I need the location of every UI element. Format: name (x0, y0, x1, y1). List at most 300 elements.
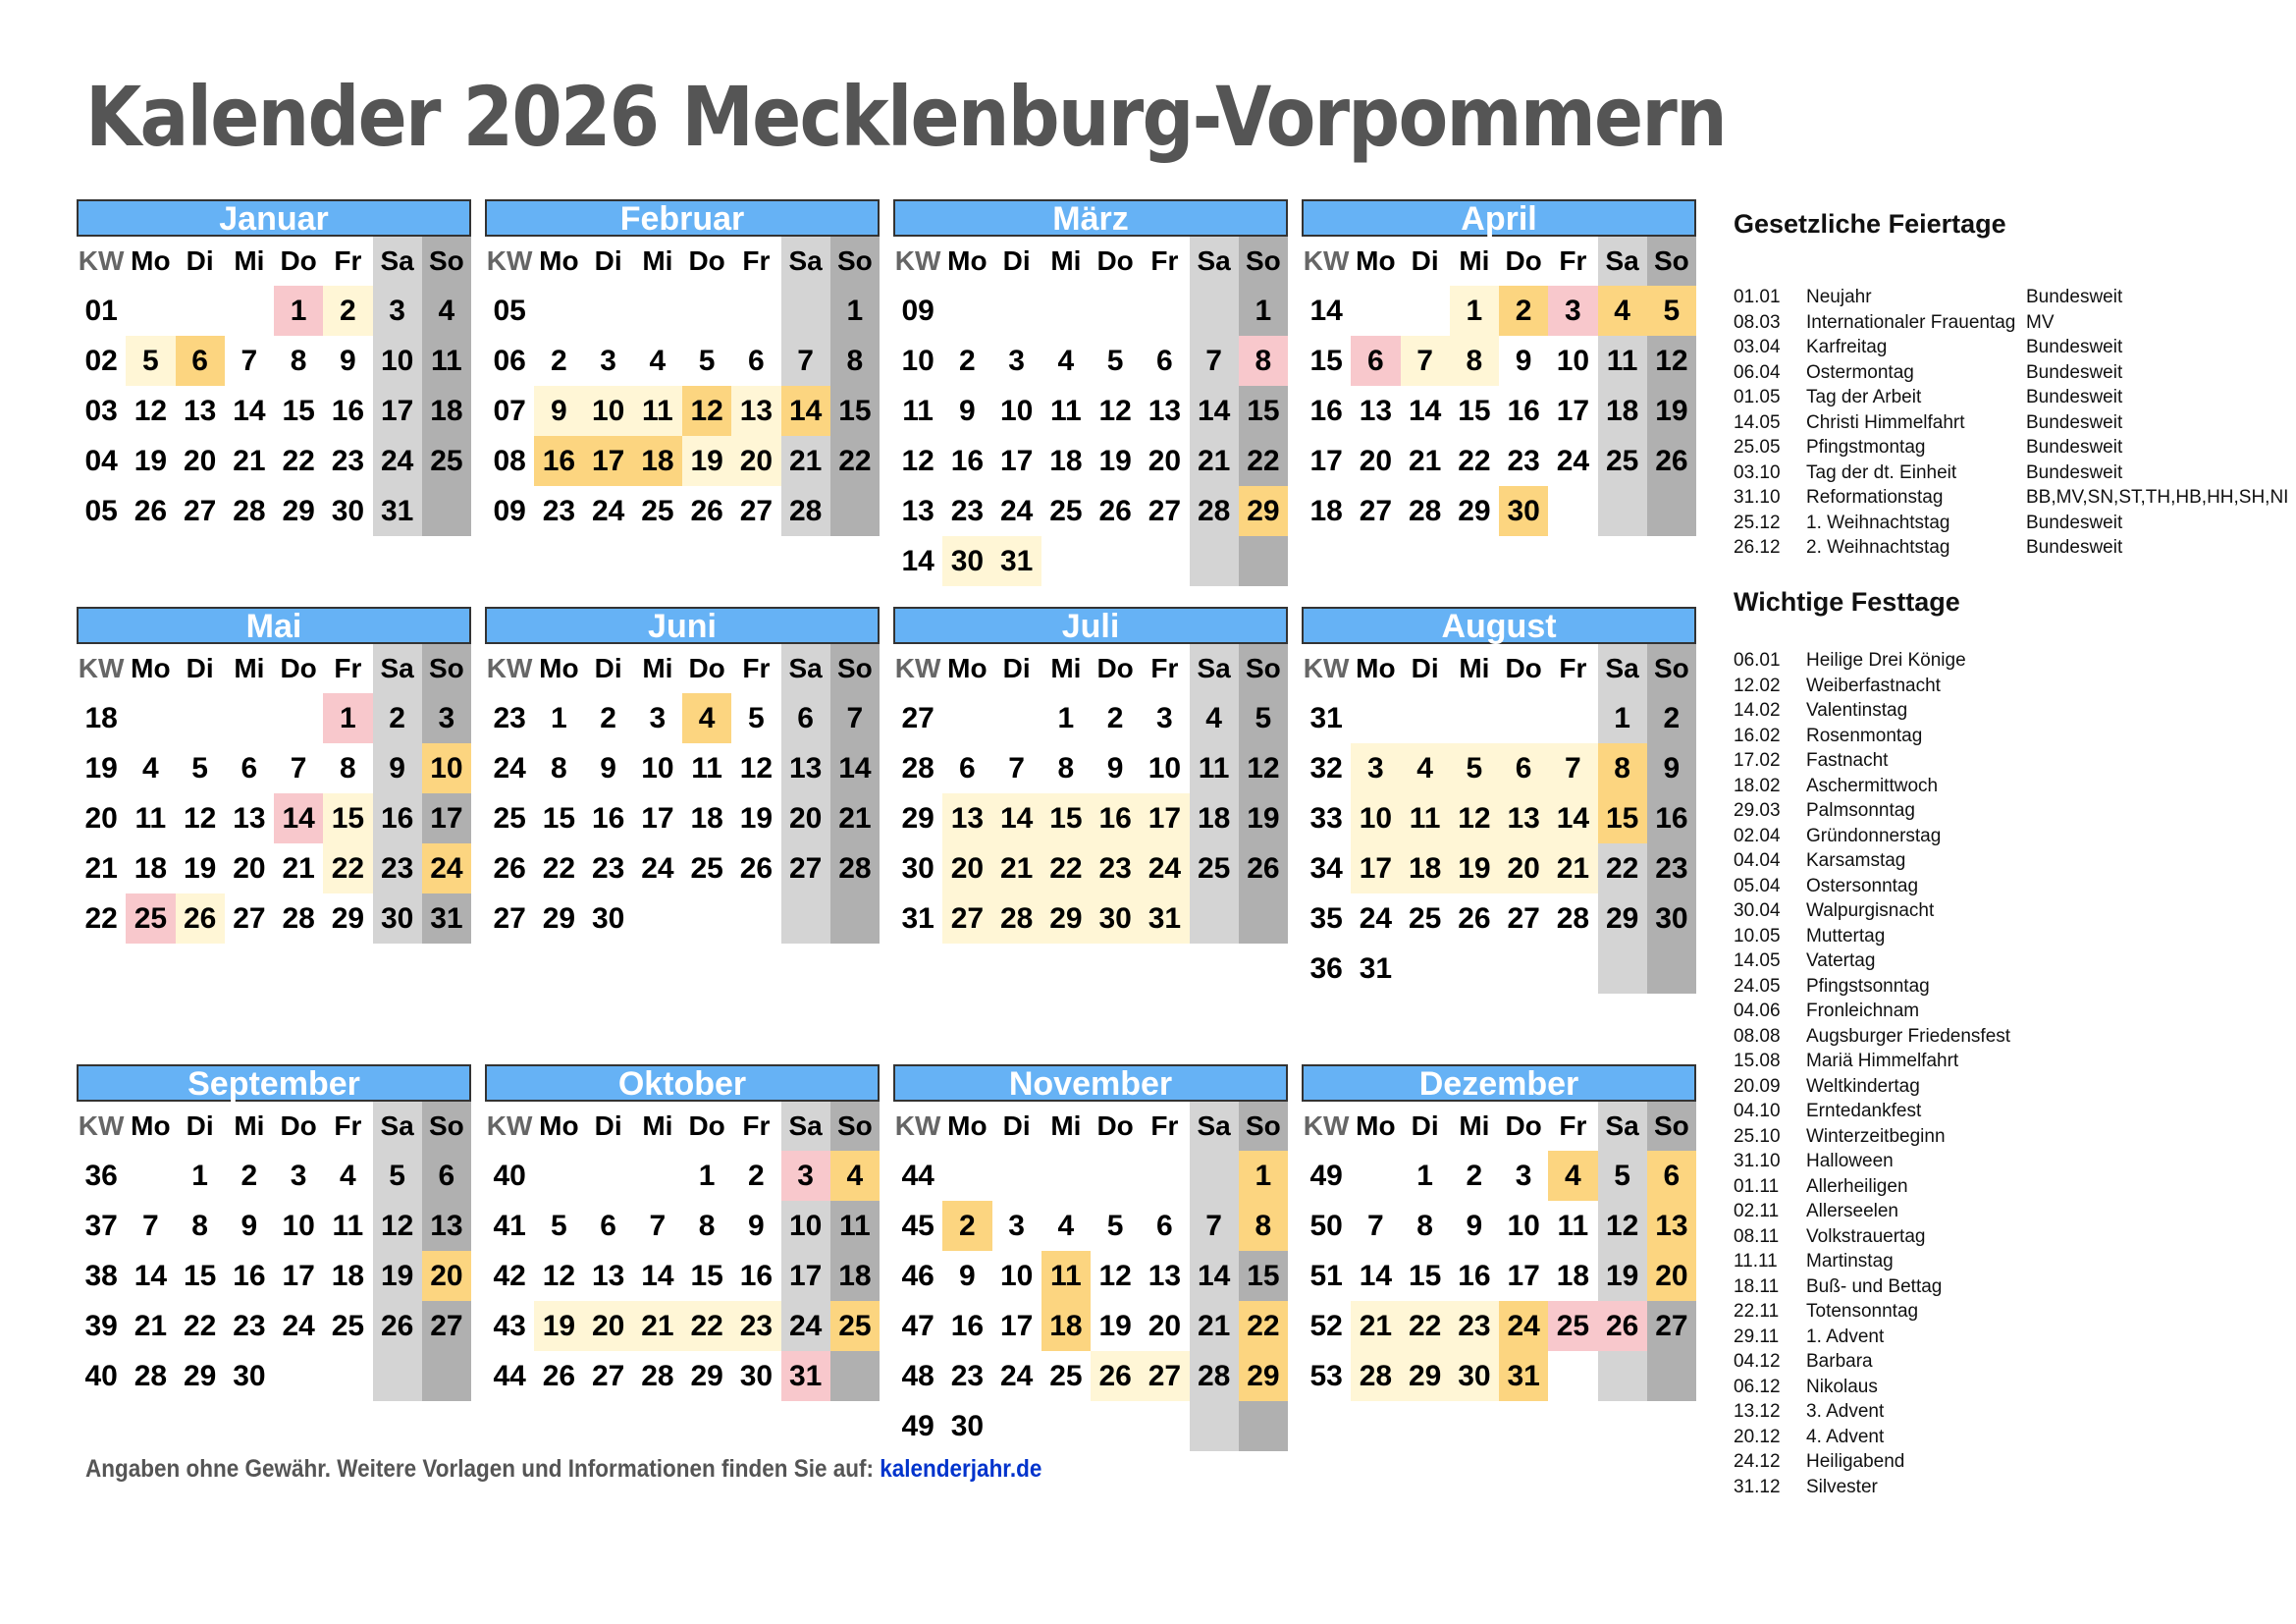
holiday-scope: Bundesweit (2026, 337, 2123, 357)
day-cell: 7 (1190, 1201, 1239, 1251)
week-row (893, 1351, 1288, 1401)
day-cell: 7 (1190, 336, 1239, 386)
day-cell: 2 (959, 344, 976, 377)
holiday-name: Internationaler Frauentag (1806, 311, 2016, 333)
weekday-header: Sa (781, 237, 830, 286)
month-märz (893, 199, 1288, 586)
day-cell: 23 (331, 444, 365, 477)
week-row (485, 1351, 880, 1401)
empty-cell (992, 286, 1041, 336)
day-cell: 7 (649, 1209, 667, 1242)
day-cell: 22 (682, 1301, 731, 1351)
festday-row (1734, 1301, 2296, 1326)
day-cell: 14 (992, 793, 1041, 843)
holiday-name: Tag der dt. Einheit (1806, 461, 1957, 483)
day-cell: 14 (830, 743, 880, 793)
day-cell: 2 (1106, 701, 1124, 734)
day-cell: 31 (992, 536, 1041, 586)
weekday-header: Sa (373, 237, 422, 286)
week-row (485, 793, 880, 843)
empty-cell (1548, 693, 1597, 743)
holiday-date: 06.04 (1734, 361, 1781, 383)
day-cell: 6 (240, 751, 258, 785)
holiday-scope: Bundesweit (2026, 287, 2123, 307)
day-cell: 1 (1450, 286, 1499, 336)
day-cell: 2 (942, 1201, 991, 1251)
day-cell: 11 (830, 1201, 880, 1251)
day-cell: 17 (584, 436, 633, 486)
day-cell: 18 (1190, 793, 1239, 843)
day-cell: 16 (591, 801, 625, 835)
festday-name: Palmsonntag (1806, 800, 1915, 821)
empty-cell (1450, 693, 1499, 743)
day-cell: 19 (739, 801, 774, 835)
day-cell: 9 (1106, 751, 1124, 785)
footer-note (85, 1455, 1041, 1484)
festday-date: 04.12 (1734, 1351, 1781, 1372)
week-row (77, 1301, 471, 1351)
weekday-header: Mi (234, 1110, 265, 1141)
empty-cell (1598, 944, 1647, 994)
weekday-header: Do (1505, 245, 1542, 276)
empty-cell (373, 1351, 422, 1401)
week-number: 03 (84, 394, 118, 427)
week-row (893, 1201, 1288, 1251)
weekday-header: Mi (642, 245, 673, 276)
day-cell: 1 (1416, 1159, 1433, 1192)
festday-row (1734, 1276, 2296, 1302)
holiday-name: Ostermontag (1806, 361, 1914, 383)
holiday-date: 08.03 (1734, 311, 1781, 333)
weekday-header: So (1239, 644, 1288, 693)
month-title: Januar (77, 199, 471, 237)
month-dezember (1302, 1064, 1696, 1401)
day-cell: 28 (133, 1359, 168, 1392)
day-cell: 26 (1647, 436, 1696, 486)
day-cell: 24 (999, 1359, 1034, 1392)
day-cell: 5 (698, 344, 716, 377)
day-cell: 29 (690, 1359, 723, 1392)
weekday-header: So (1647, 237, 1696, 286)
week-number: 16 (1309, 394, 1343, 427)
festday-row (1734, 826, 2296, 851)
weekday-header: Mi (642, 653, 673, 683)
weekday-header: Do (280, 1110, 317, 1141)
day-cell: 16 (739, 1259, 774, 1292)
day-cell: 14 (1548, 793, 1597, 843)
weekday-header: Mo (131, 653, 171, 683)
week-row (1302, 1201, 1696, 1251)
day-cell: 15 (1041, 793, 1091, 843)
day-cell: 7 (781, 336, 830, 386)
empty-cell (1190, 1401, 1239, 1451)
day-cell: 31 (1359, 951, 1393, 985)
day-cell: 9 (959, 394, 976, 427)
month-title: November (893, 1064, 1288, 1102)
day-cell: 4 (1401, 743, 1450, 793)
weekday-header: Do (688, 653, 725, 683)
week-row (1302, 1301, 1696, 1351)
week-row (77, 743, 471, 793)
weekday-header: Do (280, 653, 317, 683)
week-row (77, 486, 471, 536)
month-januar (77, 199, 471, 536)
week-number: 46 (901, 1259, 934, 1292)
day-cell: 1 (698, 1159, 716, 1192)
holiday-name: 2. Weihnachtstag (1806, 537, 1950, 558)
day-cell: 27 (183, 494, 217, 527)
week-row (893, 336, 1288, 386)
week-number: 22 (84, 901, 118, 935)
week-number: 13 (901, 494, 934, 527)
day-cell: 17 (999, 1309, 1034, 1342)
empty-cell (830, 486, 880, 536)
week-row (1302, 1351, 1696, 1401)
festday-date: 31.12 (1734, 1476, 1781, 1497)
day-cell: 5 (1106, 344, 1124, 377)
day-cell: 17 (781, 1251, 830, 1301)
day-cell: 13 (1359, 394, 1393, 427)
day-cell: 14 (274, 793, 323, 843)
week-number: 02 (84, 344, 118, 377)
day-cell: 19 (1098, 1309, 1132, 1342)
holiday-scope: Bundesweit (2026, 512, 2123, 533)
day-cell: 13 (591, 1259, 625, 1292)
day-cell: 19 (133, 444, 168, 477)
week-row (485, 743, 880, 793)
weekday-header: Di (186, 653, 214, 683)
day-cell: 3 (1008, 344, 1025, 377)
day-cell: 12 (1098, 394, 1132, 427)
week-row (485, 386, 880, 436)
weekday-header: Do (1505, 653, 1542, 683)
weekday-header: Mo (539, 653, 579, 683)
day-cell: 17 (999, 444, 1034, 477)
festday-row (1734, 1001, 2296, 1026)
day-cell: 18 (1049, 444, 1083, 477)
day-cell: 4 (1057, 344, 1075, 377)
empty-cell (422, 1351, 471, 1401)
day-cell: 17 (1556, 394, 1590, 427)
empty-cell (1401, 286, 1450, 336)
empty-cell (225, 286, 274, 336)
day-cell: 10 (584, 386, 633, 436)
day-cell: 26 (1458, 901, 1491, 935)
week-number: 44 (901, 1159, 934, 1192)
weekday-header: Sa (373, 1102, 422, 1151)
day-cell: 28 (1190, 1351, 1239, 1401)
month-mai (77, 607, 471, 944)
festday-name: Fastnacht (1806, 750, 1889, 771)
day-cell: 12 (682, 386, 731, 436)
weekday-header: Di (1002, 1110, 1031, 1141)
week-row (1302, 1251, 1696, 1301)
holiday-scope: Bundesweit (2026, 411, 2123, 433)
day-cell: 8 (1057, 751, 1075, 785)
day-cell: 4 (1190, 693, 1239, 743)
day-cell: 2 (373, 693, 422, 743)
empty-cell (1401, 693, 1450, 743)
weekday-header: Mi (642, 1110, 673, 1141)
day-cell: 12 (183, 801, 217, 835)
weekday-header: Mo (1356, 653, 1396, 683)
day-cell: 30 (591, 901, 625, 935)
day-cell: 15 (282, 394, 315, 427)
day-cell: 13 (731, 386, 780, 436)
week-row (77, 1251, 471, 1301)
holiday-date: 25.05 (1734, 437, 1781, 458)
week-number: 17 (1309, 444, 1343, 477)
day-cell: 24 (422, 843, 471, 893)
day-cell: 25 (1408, 901, 1442, 935)
week-row (1302, 1151, 1696, 1201)
festday-name: 4. Advent (1806, 1426, 1885, 1447)
day-cell: 22 (542, 851, 576, 885)
day-cell: 19 (1647, 386, 1696, 436)
day-cell: 25 (641, 494, 674, 527)
weekday-header: So (1647, 644, 1696, 693)
day-cell: 5 (1598, 1151, 1647, 1201)
day-cell: 28 (282, 901, 315, 935)
week-row (893, 536, 1288, 586)
day-cell: 31 (422, 893, 471, 944)
holiday-date: 03.10 (1734, 461, 1781, 483)
day-cell: 21 (781, 436, 830, 486)
festday-date: 31.10 (1734, 1151, 1781, 1171)
day-cell: 19 (682, 436, 731, 486)
weekday-header: Mo (539, 1110, 579, 1141)
festday-name: Heiligabend (1806, 1451, 1905, 1472)
month-grid (485, 644, 880, 944)
empty-cell (1140, 1401, 1189, 1451)
festday-date: 13.12 (1734, 1401, 1781, 1422)
week-row (1302, 286, 1696, 336)
empty-cell (1140, 536, 1189, 586)
day-cell: 5 (126, 336, 175, 386)
festday-row (1734, 1251, 2296, 1276)
festday-date: 22.11 (1734, 1301, 1780, 1322)
day-cell: 2 (551, 344, 567, 377)
day-cell: 5 (373, 1151, 422, 1201)
empty-cell (1351, 286, 1400, 336)
festday-name: 3. Advent (1806, 1401, 1885, 1422)
weekday-header: So (422, 237, 471, 286)
day-cell: 27 (942, 893, 991, 944)
month-juni (485, 607, 880, 944)
day-cell: 18 (1041, 1301, 1091, 1351)
holidays-heading: Gesetzliche Feiertage (1734, 209, 2006, 239)
holiday-row (1734, 362, 2296, 388)
day-cell: 15 (183, 1259, 217, 1292)
holiday-row (1734, 487, 2296, 513)
empty-cell (1499, 944, 1548, 994)
empty-cell (1140, 286, 1189, 336)
week-number: 19 (84, 751, 118, 785)
day-cell: 3 (1156, 701, 1173, 734)
festday-name: Gründonnerstag (1806, 825, 1942, 846)
day-cell: 16 (950, 444, 985, 477)
week-row (77, 693, 471, 743)
day-cell: 24 (999, 494, 1034, 527)
holiday-name: Tag der Arbeit (1806, 387, 1922, 407)
empty-cell (992, 693, 1041, 743)
weekday-header: KW (78, 653, 125, 683)
day-cell: 3 (600, 344, 616, 377)
day-cell: 26 (1098, 494, 1132, 527)
empty-cell (1647, 1351, 1696, 1401)
day-cell: 6 (1156, 344, 1173, 377)
day-cell: 26 (1239, 843, 1288, 893)
festday-name: Allerseelen (1806, 1201, 1898, 1221)
day-cell: 17 (1507, 1259, 1540, 1292)
festday-date: 06.12 (1734, 1376, 1781, 1397)
day-cell: 13 (1647, 1201, 1696, 1251)
day-cell: 7 (1367, 1209, 1384, 1242)
empty-cell (1351, 693, 1400, 743)
week-number: 51 (1309, 1259, 1343, 1292)
weekday-header: Di (594, 1110, 622, 1141)
festday-name: Silvester (1806, 1476, 1878, 1497)
day-cell: 2 (1647, 693, 1696, 743)
month-august (1302, 607, 1696, 994)
day-cell: 23 (1507, 444, 1540, 477)
festday-date: 18.11 (1734, 1275, 1780, 1297)
festday-name: Martinstag (1806, 1251, 1894, 1272)
week-number: 04 (84, 444, 118, 477)
day-cell: 11 (332, 1209, 364, 1242)
festday-name: Karsamstag (1806, 850, 1906, 871)
day-cell: 18 (422, 386, 471, 436)
weekday-header: Fr (1559, 653, 1587, 683)
day-cell: 15 (1239, 386, 1288, 436)
day-cell: 4 (830, 1151, 880, 1201)
day-cell: 28 (1351, 1351, 1400, 1401)
empty-cell (126, 286, 175, 336)
day-cell: 10 (781, 1201, 830, 1251)
day-cell: 15 (1598, 793, 1647, 843)
festday-name: Mariä Himmelfahrt (1806, 1051, 1959, 1071)
holiday-row (1734, 337, 2296, 362)
holidays-list (1734, 287, 2296, 563)
day-cell: 22 (1239, 436, 1288, 486)
day-cell: 30 (373, 893, 422, 944)
week-row (77, 1151, 471, 1201)
week-row (893, 893, 1288, 944)
day-cell: 16 (373, 793, 422, 843)
festday-date: 30.04 (1734, 900, 1781, 921)
day-cell: 13 (1148, 394, 1182, 427)
day-cell: 7 (1401, 336, 1450, 386)
week-row (893, 286, 1288, 336)
day-cell: 30 (950, 1409, 985, 1442)
day-cell: 24 (1499, 1301, 1548, 1351)
day-cell: 6 (600, 1209, 616, 1242)
day-cell: 9 (1647, 743, 1696, 793)
day-cell: 3 (373, 286, 422, 336)
day-cell: 16 (233, 1259, 266, 1292)
holiday-row (1734, 312, 2296, 338)
day-cell: 21 (633, 1301, 682, 1351)
empty-cell (225, 693, 274, 743)
empty-cell (1598, 486, 1647, 536)
day-cell: 20 (422, 1251, 471, 1301)
festday-name: Erntedankfest (1806, 1101, 1922, 1121)
week-row (77, 436, 471, 486)
empty-cell (942, 286, 991, 336)
day-cell: 6 (1647, 1151, 1696, 1201)
week-number: 12 (901, 444, 934, 477)
day-cell: 14 (641, 1259, 674, 1292)
month-grid (1302, 237, 1696, 536)
day-cell: 4 (682, 693, 731, 743)
weekday-header: Sa (373, 644, 422, 693)
day-cell: 20 (233, 851, 266, 885)
day-cell: 29 (542, 901, 576, 935)
day-cell: 17 (422, 793, 471, 843)
festday-name: Heilige Drei Könige (1806, 650, 1966, 671)
day-cell: 9 (1466, 1209, 1483, 1242)
day-cell: 18 (1401, 843, 1450, 893)
festday-name: Nikolaus (1806, 1376, 1878, 1397)
day-cell: 10 (282, 1209, 315, 1242)
month-grid (77, 237, 471, 536)
day-cell: 8 (1450, 336, 1499, 386)
empty-cell (633, 893, 682, 944)
week-row (893, 693, 1288, 743)
week-number: 31 (901, 901, 934, 935)
day-cell: 25 (830, 1301, 880, 1351)
week-number: 49 (901, 1409, 934, 1442)
weekday-header: KW (1303, 245, 1350, 276)
weekday-header: Fr (742, 1110, 771, 1141)
holiday-name: Pfingstmontag (1806, 437, 1926, 458)
day-cell: 22 (1041, 843, 1091, 893)
week-row (893, 386, 1288, 436)
festday-date: 15.08 (1734, 1051, 1781, 1071)
week-number: 47 (901, 1309, 934, 1342)
day-cell: 27 (1359, 494, 1393, 527)
week-number: 18 (1309, 494, 1343, 527)
empty-cell (274, 693, 323, 743)
day-cell: 20 (1647, 1251, 1696, 1301)
week-number: 40 (84, 1359, 118, 1392)
day-cell: 5 (748, 701, 765, 734)
day-cell: 17 (1351, 843, 1400, 893)
day-cell: 30 (1091, 893, 1140, 944)
footer-link[interactable]: kalenderjahr.de (880, 1455, 1042, 1483)
day-cell: 29 (1239, 486, 1288, 536)
festday-name: Weltkindertag (1806, 1075, 1920, 1097)
week-row (77, 1201, 471, 1251)
month-title: August (1302, 607, 1696, 644)
month-title: Februar (485, 199, 880, 237)
day-cell: 4 (1057, 1209, 1075, 1242)
day-cell: 6 (781, 693, 830, 743)
day-cell: 7 (142, 1209, 159, 1242)
weekday-header: Fr (1559, 245, 1587, 276)
day-cell: 1 (1239, 286, 1288, 336)
week-number: 05 (493, 294, 526, 327)
empty-cell (1190, 1151, 1239, 1201)
weekday-header: Sa (1598, 237, 1647, 286)
day-cell: 12 (1450, 793, 1499, 843)
day-cell: 4 (340, 1159, 356, 1192)
day-cell: 3 (1548, 286, 1597, 336)
week-row (485, 1201, 880, 1251)
festday-name: Aschermittwoch (1806, 775, 1939, 796)
day-cell: 3 (422, 693, 471, 743)
day-cell: 4 (422, 286, 471, 336)
